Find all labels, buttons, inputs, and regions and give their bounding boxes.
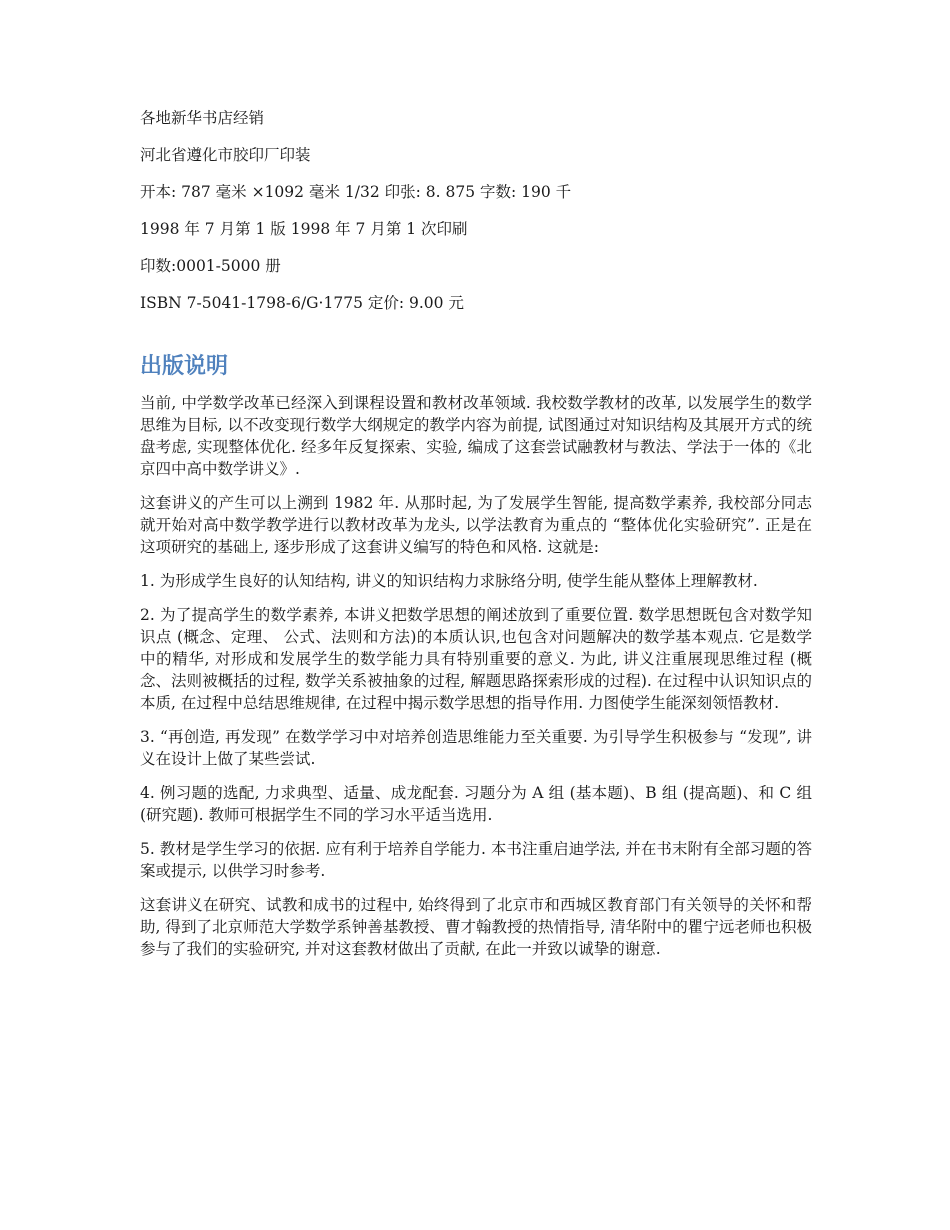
section-title: 出版说明 [140,354,229,379]
paragraph-point-1: 1. 为形成学生良好的认知结构, 讲义的知识结构力求脉络分明, 使学生能从整体上理解教材. [140,572,758,590]
isbn-price-line: ISBN 7-5041-1798-6/G·1775 定价: 9.00 元 [140,294,464,312]
document-page [140,108,812,972]
distributor-line: 各地新华书店经销 [140,109,265,127]
print-run-line: 印数:0001-5000 册 [140,257,281,275]
paragraph-point-5: 5. 教材是学生学习的依据. 应有利于培养自学能力. 本书注重启迪学法, 并在书末附有全部习题的答案或提示, 以供学习时参考. [140,840,812,880]
copyright-imprint [140,108,812,330]
paragraph-point-3: 3. “再创造, 再发现” 在数学学习中对培养创造思维能力至关重要. 为引导学生积极参与 “发现”, 讲义在设计上做了某些尝试. [140,728,812,768]
publication-notes [140,392,812,960]
paragraph-point-2: 2. 为了提高学生的数学素养, 本讲义把数学思想的阐述放到了重要位置. 数学思想既包含对数学知识点 (概念、定理、 公式、法则和方法)的本质认识,也包含对问题解决的数学基本观点. 它是数学中的精华, 对形成和发展学生的数学能力具有特别重要的意义. 为此, 讲义注重展现思维过程 (概念、法则被概括的过程, 数学关系被抽象的过程, 解题思路探索形成的过程). 在过程中认识知识点的本质, 在过程中总结思维规律, 在过程中揭示数学思想的指导作用. 力图使学生能深刻领悟教材. [140,606,812,712]
edition-line: 1998 年 7 月第 1 版 1998 年 7 月第 1 次印刷 [140,220,468,238]
printer-line: 河北省遵化市胶印厂印装 [140,146,311,164]
paragraph-intro: 当前, 中学数学改革已经深入到课程设置和教材改革领域. 我校数学教材的改革, 以发展学生的数学思维为目标, 以不改变现行数学大纲规定的教学内容为前提, 试图通过对知识结构及其展开方式的统盘考虑, 实现整体优化. 经多年反复探索、实验, 编成了这套尝试融教材与教法、学法于一体的《北京四中高中数学讲义》. [140,394,812,478]
paragraph-point-4: 4. 例习题的选配, 力求典型、适量、成龙配套. 习题分为 A 组 (基本题)、B 组 (提高题)、和 C 组 (研究题). 教师可根据学生不同的学习水平适当选用. [140,784,812,824]
paragraph-history: 这套讲义的产生可以上溯到 1982 年. 从那时起, 为了发展学生智能, 提高数学素养, 我校部分同志就开始对高中数学教学进行以教材改革为龙头, 以学法教育为重点的 “整体优化实验研究”. 正是在这项研究的基础上, 逐步形成了这套讲义编写的特色和风格. 这就是: [140,494,812,556]
paragraph-acknowledgement: 这套讲义在研究、试教和成书的过程中, 始终得到了北京市和西城区教育部门有关领导的关怀和帮助, 得到了北京师范大学数学系钟善基教授、曹才翰教授的热情指导, 清华附中的瞿宁远老师也积极参与了我们的实验研究, 并对这套教材做出了贡献, 在此一并致以诚挚的谢意. [140,896,812,958]
format-line: 开本: 787 毫米 ×1092 毫米 1/32 印张: 8. 875 字数: 190 千 [140,183,572,201]
